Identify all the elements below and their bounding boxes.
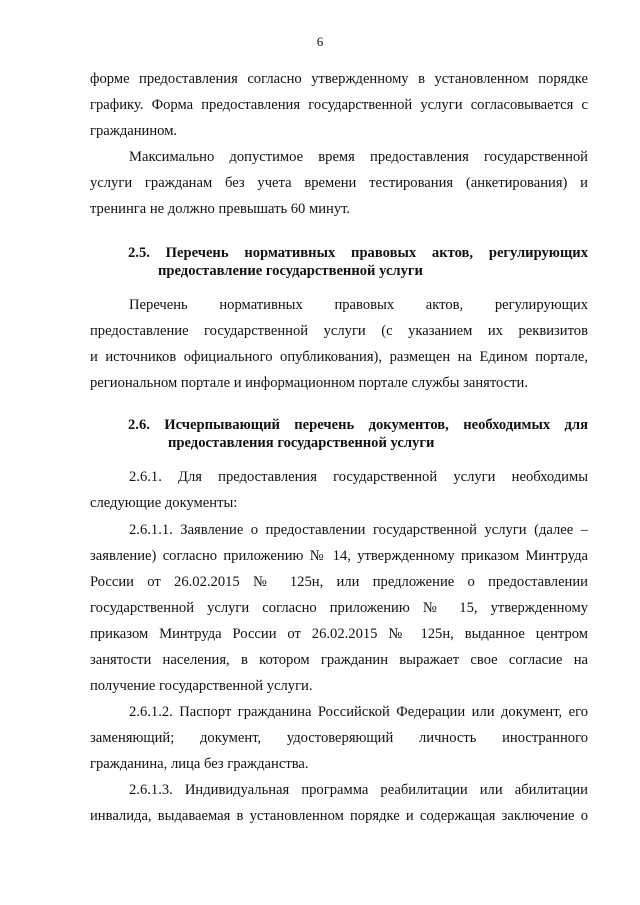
- paragraph-6-line-3: гражданина, лица без гражданства.: [90, 756, 309, 772]
- section-2-5-heading-line-2: предоставление государственной услуги: [158, 263, 423, 279]
- paragraph-4-line-1: 2.6.1. Для предоставления государственной услуги необходимы: [129, 469, 588, 485]
- paragraph-1-line-2: графику. Форма предоставления государственной услуги согласовывается с: [90, 97, 588, 113]
- paragraph-6-line-1: 2.6.1.2. Паспорт гражданина Российской Федерации или документ, его: [129, 704, 588, 720]
- paragraph-5-line-4: государственной услуги согласно приложению № 15, утвержденному: [90, 600, 588, 616]
- paragraph-7-line-1: 2.6.1.3. Индивидуальная программа реабилитации или абилитации: [129, 782, 588, 798]
- paragraph-5-line-6: занятости населения, в котором гражданин выражает свое согласие на: [90, 652, 588, 668]
- page-number: 6: [316, 34, 324, 49]
- paragraph-3-line-1: Перечень нормативных правовых актов, регулирующих: [129, 297, 588, 313]
- paragraph-5-line-3: России от 26.02.2015 № 125н, или предложение о предоставлении: [90, 574, 588, 590]
- paragraph-3-line-4: региональном портале и информационном портале службы занятости.: [90, 375, 529, 391]
- paragraph-2-line-2: услуги гражданам без учета времени тестирования (анкетирования) и: [90, 175, 588, 191]
- paragraph-4-line-2: следующие документы:: [90, 495, 238, 511]
- paragraph-3-line-2: предоставление государственной услуги (с указанием их реквизитов: [90, 323, 588, 339]
- paragraph-2-line-1: Максимально допустимое время предоставления государственной: [129, 149, 588, 165]
- section-2-6-heading-line-2: предоставления государственной услуги: [168, 435, 435, 451]
- paragraph-5-line-7: получение государственной услуги.: [90, 678, 313, 694]
- paragraph-6-line-2: заменяющий; документ, удостоверяющий личность иностранного: [90, 730, 588, 746]
- paragraph-1-line-3: гражданином.: [90, 123, 178, 139]
- paragraph-5-line-1: 2.6.1.1. Заявление о предоставлении государственной услуги (далее –: [129, 522, 588, 538]
- section-2-5-heading-line-1: 2.5. Перечень нормативных правовых актов, регулирующих: [128, 245, 588, 261]
- paragraph-3-line-3: и источников официального опубликования), размещен на Едином портале,: [90, 349, 588, 365]
- section-2-6-heading-line-1: 2.6. Исчерпывающий перечень документов, необходимых для: [128, 417, 588, 433]
- paragraph-5-line-2: заявление) согласно приложению № 14, утвержденному приказом Минтруда: [90, 548, 588, 564]
- paragraph-1-line-1: форме предоставления согласно утвержденному в установленном порядке: [90, 71, 588, 87]
- paragraph-2-line-3: тренинга не должно превышать 60 минут.: [90, 201, 351, 217]
- paragraph-5-line-5: приказом Минтруда России от 26.02.2015 № 125н, выданное центром: [90, 626, 588, 642]
- paragraph-7-line-2: инвалида, выдаваемая в установленном порядке и содержащая заключение о: [90, 808, 588, 824]
